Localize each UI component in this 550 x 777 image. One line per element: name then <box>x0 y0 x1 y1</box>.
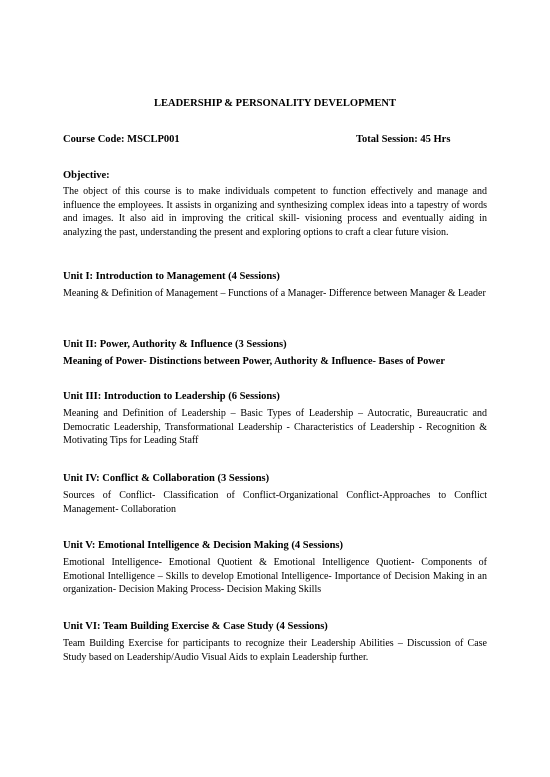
unit-3-section <box>63 390 487 448</box>
unit-heading: Unit I: Introduction to Management (4 Sessions) <box>63 271 280 282</box>
unit-content: Team Building Exercise for participants to recognize their Leadership Abilities – Discussion of Case Study based on Leadership/Audio Visual Aids to explain Leadership further. <box>63 638 487 663</box>
unit-5-section <box>63 539 487 597</box>
unit-content: Emotional Intelligence- Emotional Quotient & Emotional Intelligence Quotient- Components of Emotional Intelligence – Skills to develop Emotional Intelligence- Importance of Decision Making in an organization- Decision Making Process- Decision Making Skills <box>63 557 487 596</box>
document-title: LEADERSHIP & PERSONALITY DEVELOPMENT <box>153 98 397 109</box>
total-session: Total Session: 45 Hrs <box>356 134 451 145</box>
unit-2-section <box>63 338 487 369</box>
unit-content: Meaning of Power- Distinctions between Power, Authority & Influence- Bases of Power <box>63 356 445 367</box>
unit-heading: Unit III: Introduction to Leadership (6 Sessions) <box>63 391 280 402</box>
objective-text: The object of this course is to make individuals competent to function effectively and manage and influence the employees. It assists in organizing and synthesizing complex ideas into a tapestry of words and images. It also aid in improving the critical skill- visioning process and eventually aiding in analyzing the past, understanding the present and exploring options to craft a clear future vision. <box>63 186 487 238</box>
unit-4-section <box>63 472 487 516</box>
objective-section <box>63 169 487 239</box>
unit-heading: Unit VI: Team Building Exercise & Case Study (4 Sessions) <box>63 621 328 632</box>
unit-heading: Unit II: Power, Authority & Influence (3 Sessions) <box>63 339 287 350</box>
unit-content: Sources of Conflict- Classification of Conflict-Organizational Conflict-Approaches to Conflict Management- Collaboration <box>63 490 487 515</box>
unit-1-section <box>63 270 487 301</box>
objective-heading: Objective: <box>63 170 110 181</box>
unit-content: Meaning & Definition of Management – Functions of a Manager- Difference between Manager & Leader <box>63 288 486 299</box>
unit-heading: Unit IV: Conflict & Collaboration (3 Sessions) <box>63 473 270 484</box>
unit-heading: Unit V: Emotional Intelligence & Decision Making (4 Sessions) <box>63 540 344 551</box>
course-code: Course Code: MSCLP001 <box>63 134 180 145</box>
unit-content: Meaning and Definition of Leadership – Basic Types of Leadership – Autocratic, Bureaucratic and Democratic Leadership, Transformational Leadership - Characteristics of Leadership - Recognition & Motivating Tips for Leading Staff <box>63 408 487 447</box>
unit-6-section <box>63 620 487 664</box>
